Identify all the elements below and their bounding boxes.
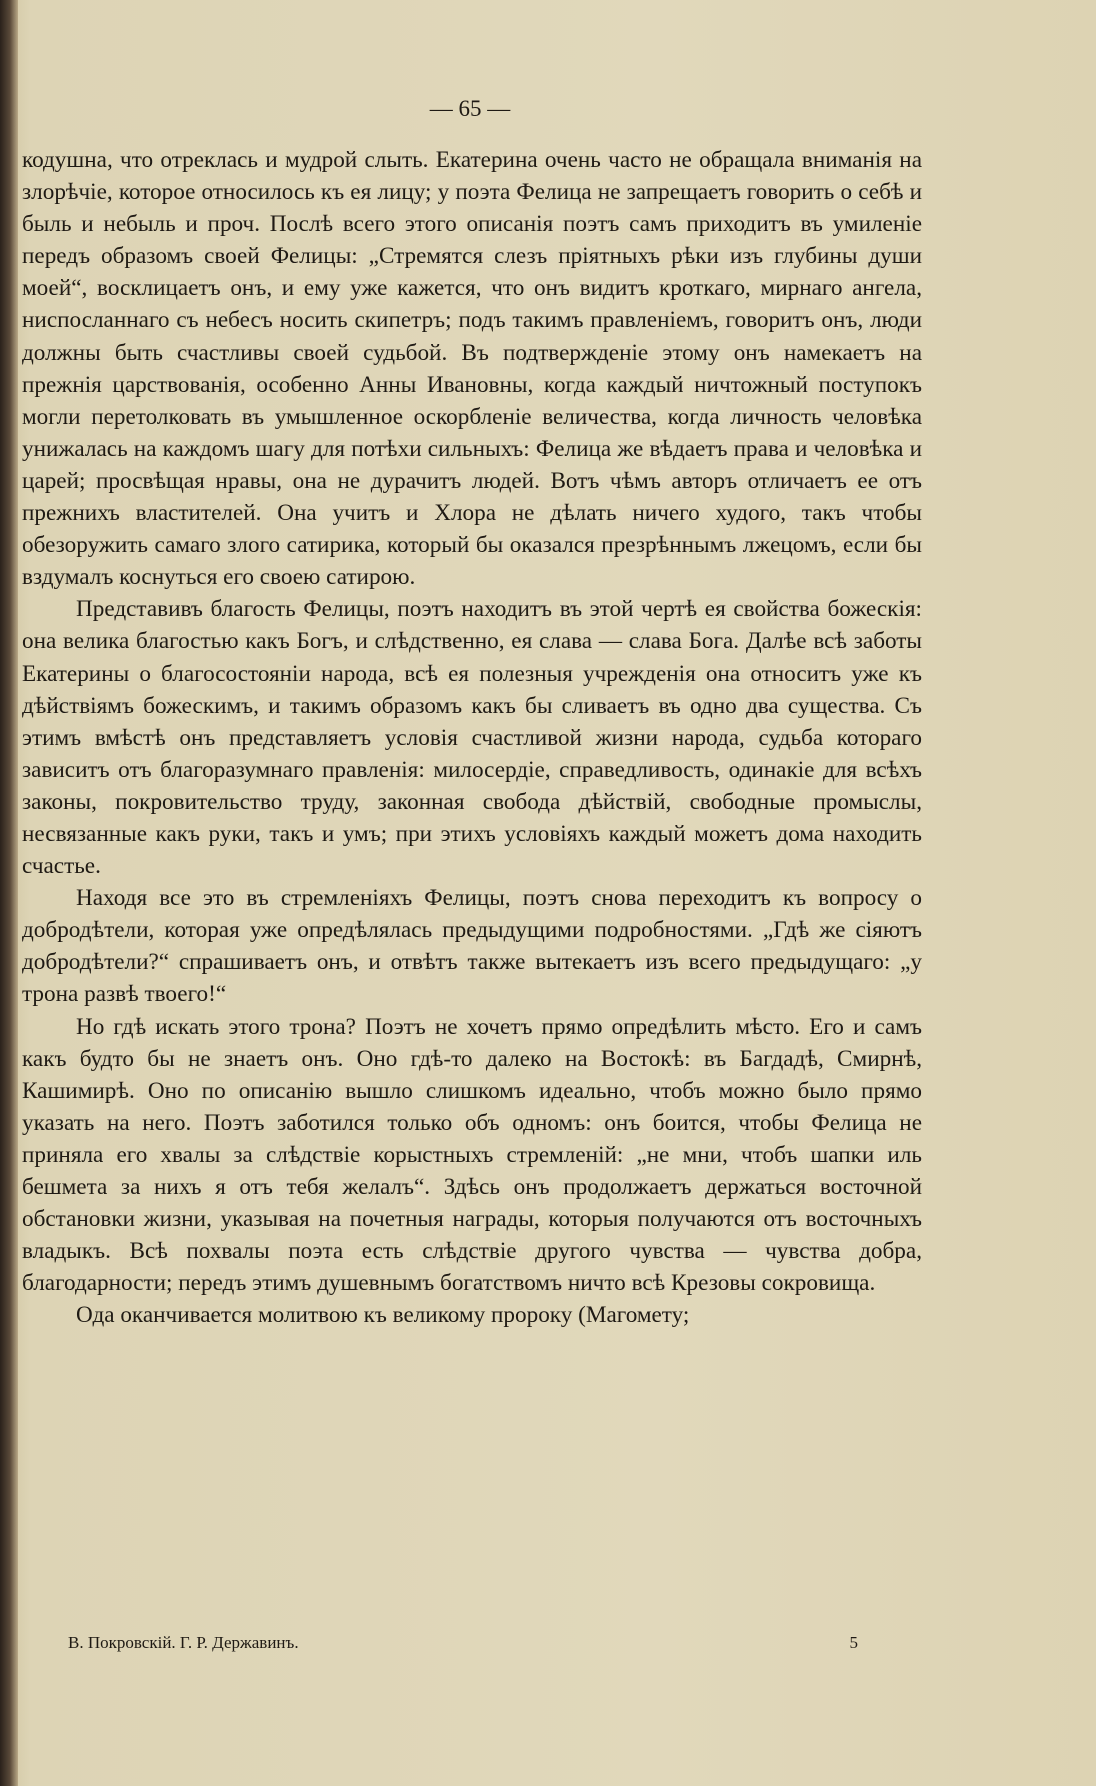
book-spine-edge xyxy=(0,0,18,1786)
paragraph-3: Находя все это въ стремленіяхъ Фелицы, поэтъ снова переходитъ къ вопросу о добродѣтели, которая уже опредѣлялась предыдущими подробностями. „Гдѣ же сіяютъ добродѣтели?“ спрашиваетъ онъ, и отвѣтъ также вытекаетъ изъ всего предыдущаго: „у трона развѣ твоего!“ xyxy=(22,885,922,1008)
paragraph-5: Ода оканчивается молитвою къ великому пророку (Магомету; xyxy=(76,1302,690,1329)
page-number: — 65 — xyxy=(429,96,511,121)
paragraph-2: Представивъ благость Фелицы, поэтъ находитъ въ этой чертѣ ея свойства божескія: она велика благостью какъ Богъ, и слѣдственно, ея слава — слава Бога. Далѣе всѣ заботы Екатерины о благосостояніи народа, всѣ ея полезныя учрежденія она относитъ уже къ дѣйствіямъ божескимъ, и такимъ образомъ какъ бы сливаетъ въ одно два существа. Съ этимъ вмѣстѣ онъ представляетъ условія счастливой жизни народа, судьба котораго зависитъ отъ благоразумнаго правленія: милосердіе, справедливость, одинакіе для всѣхъ законы, покровительство труду, законная свобода дѣйствій, свободные промыслы, несвязанные какъ руки, такъ и умъ; при этихъ условіяхъ каждый можетъ дома находить счастье. xyxy=(22,596,922,880)
paragraph-4: Но гдѣ искать этого трона? Поэтъ не хочетъ прямо опредѣлить мѣсто. Его и самъ какъ будто бы не знаетъ онъ. Оно гдѣ-то далеко на Востокѣ: въ Багдадѣ, Смирнѣ, Кашимирѣ. Оно по описанію вышло слишкомъ идеально, чтобъ можно было прямо указать на него. Поэтъ заботился только объ одномъ: онъ боится, чтобы Фелица не приняла его хвалы за слѣдствіе корыстныхъ стремленій: „не мни, чтобъ шапки иль бешмета за нихъ я отъ тебя желалъ“. Здѣсь онъ продолжаетъ держаться восточной обстановки жизни, указывая на почетныя награды, которыя получаются отъ восточныхъ владыкъ. Всѣ похвалы поэта есть слѣдствіе другого чувства — чувства добра, благодарности; передъ этимъ душевнымъ богатствомъ ничто всѣ Крезовы сокровища. xyxy=(22,1013,922,1297)
footer-signature: В. Покровскій. Г. Р. Державинъ. xyxy=(68,1633,299,1652)
signature-mark: 5 xyxy=(849,1633,858,1652)
paragraph-1: кодушна, что отреклась и мудрой слыть. Екатерина очень часто не обращала вниманія на злорѣчіе, которое относилось къ ея лицу; у поэта Фелица не запрещаетъ говорить о себѣ и быль и небыль и проч. Послѣ всего этого описанія поэтъ самъ приходитъ въ умиленіе передъ образомъ своей Фелицы: „Стремятся слезъ пріятныхъ рѣки изъ глубины души моей“, восклицаетъ онъ, и ему уже кажется, что онъ видитъ кроткаго, мирнаго ангела, ниспосланнаго съ небесъ носить скипетръ; подъ такимъ правленіемъ, говоритъ онъ, люди должны быть счастливы своей судьбой. Въ подтвержденіе этому онъ намекаетъ на прежнія царствованія, особенно Анны Ивановны, когда каждый ничтожный поступокъ могли перетолковать въ умышленное оскорбленіе величества, когда личность человѣка унижалась на каждомъ шагу для потѣхи сильныхъ: Фелица же вѣдаетъ права и человѣка и царей; просвѣщая нравы, она не дурачитъ людей. Вотъ чѣмъ авторъ отличаетъ ее отъ прежнихъ властителей. Она учитъ и Хлора не дѣлать ничего худого, такъ чтобы обезоружить самаго злого сатирика, который бы оказался презрѣннымъ лжецомъ, если бы вздумалъ коснуться его своею сатирою. xyxy=(22,147,922,591)
body-text xyxy=(22,144,922,1331)
page-footer xyxy=(68,1633,858,1653)
